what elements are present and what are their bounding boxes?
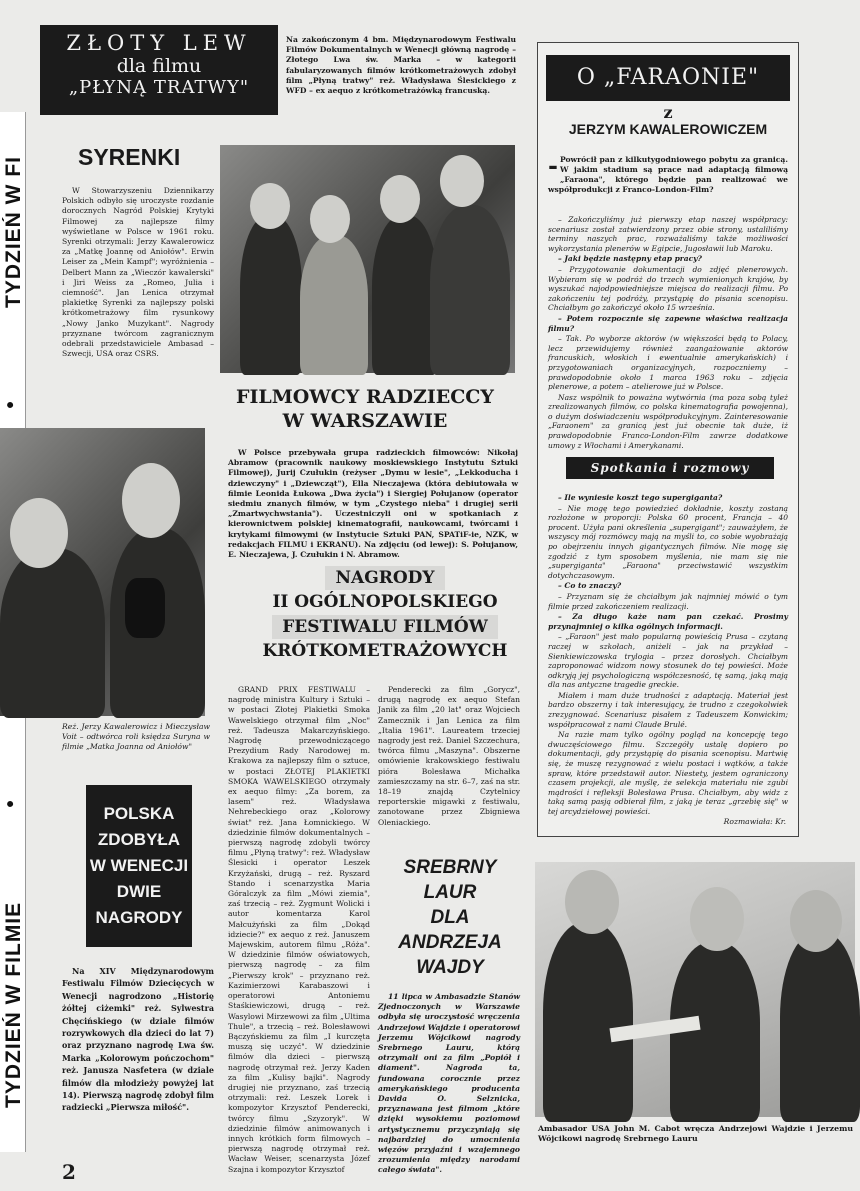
srebrny-body: 11 lipca w Ambasadzie Stanów Zjednoczonych w Warszawie odbyła się uroczystość wręczenia Andrzejowi Wajdzie i operatorowi Jerzemu Wójcikowi nagrody Srebrnego Lauru, którą otrzymali oni za film „Popiół i diament". Nagroda ta, fundowana corocznie przez amerykańskiego producenta Davida O. Selznicka, przyznawana jest filmom „które dzięki wysokiemu poziomowi artystycznemu przyczyniają się najbardziej do umocnienia więzów przyjaźni i wzajemnego zrozumienia między narodami całego świata".	[378, 992, 520, 1175]
faraon-signature: Rozmawiała: Kr.	[723, 817, 786, 826]
faraon-title-bar: O „FARAONIE"	[546, 55, 790, 101]
zloty-lew-body: Na zakończonym 4 bm. Międzynarodowym Festiwalu Filmów Dokumentalnych w Wenecji główną nagrodę – Złotego Lwa św. Marka – w kategorii fabularyzowanych filmów krótkometrażowych zdobył film „Płyną tratwy" reż. Władysława Ślesickiego z WFD – ex aequo z krótkometrażówką francuską.	[286, 35, 516, 96]
zloty-lew-header	[40, 25, 278, 115]
zloty-lew-film: „PŁYNĄ TRATWY"	[68, 77, 250, 98]
nagrody-title: NAGRODY II OGÓLNOPOLSKIEGO FESTIWALU FILMÓW KRÓTKOMETRAŻOWYCH	[262, 568, 508, 661]
faraon-qa2: – Ile wyniesie koszt tego supergiganta? – Nie mogę tego powiedzieć dokładnie, koszty zostaną rozłożone w proporcji: Polska 60 procent, Francja – 40 procent. Użyła pani określenia „supergigant"; zauważyłem, że wszyscy mój rozmówcy mają na myśli to, co sobie wyobrażają po obejrzeniu innych gigantycznych filmów. Nie mogę się zgodzić z tym sposobem myślenia, nie mam się nie „supergiganta" „Faraona" przeciwstawić wszystkim dotychczasowym. – Co to znaczy? – Przyznam się że chciałbym jak najmniej mówić o tym filmie przed zakończeniem realizacji. – Za długo każe nam pan czekać. Prosimy przynajmniej o kilka ogólnych informacji. – „Faraon" jest mało popularną powieścią Prusa – czytaną raczej w szkołach, aniżeli – jak na przykład – Sienkiewiczowska trylogia – przez dorosłych. Chciałbym zaproponować widzom nowy stosunek do tej powieści. Może odkryją jej psychologiczną współczesność, tę samą, jaką mają dla nas antyczne tragedie greckie. Miałem i mam duże trudności z adaptacją. Materiał jest bardzo obszerny i tak interesujący, że trudno z czegokolwiek zrezygnować. Scenariusz pisałem z Tadeuszem Konwickim; współpracował z nami Claude Brulé. Na razie mam tylko ogólny pogląd na koncepcję tego dwuczęściowego filmu. Szczegóły ustalę dopiero po dokumentacji, gdy przystąpię do pisania scenopisu. Martwię się, że muszę rezygnować z wielu postaci i wątków, a także spraw, które przedstawił autor. Niestety, jestem ograniczony czasem projekcji, ale myślę, że selekcja materiału nie zgubi mądrości i refleksji Bolesława Prusa. Chciałbym, aby widz z taką samą pasją odbierał film, z jaką je teraz „grzebię się" w tej arcydziełowej powieści.	[548, 493, 788, 816]
syrenki-title: SYRENKI	[78, 144, 181, 170]
faraon-box	[537, 42, 799, 837]
side-banner-text: TYDZIEŃ W FILMIE	[2, 901, 25, 1108]
srebrny-caption: Ambasador USA John M. Cabot wręcza Andrzejowi Wajdzie i Jerzemu Wójcikowi nagrodę Srebrnego Lauru	[538, 1124, 853, 1143]
srebrny-title: SREBRNY LAUR DLA ANDRZEJA WAJDY	[398, 857, 502, 978]
faraon-intro: - Powrócił pan z kilkutygodniowego pobytu za granicą. W jakim stadium są prace nad adaptacją filmową „Faraona", którego będzie pan realizować we współprodukcji z Franco-London-Film?	[548, 151, 788, 194]
side-banner-text: TYDZIEŃ W FI	[2, 156, 25, 309]
filmowcy-title: FILMOWCY RADZIECCY W WARSZAWIE	[235, 386, 494, 432]
spotkania-section-bar: Spotkania i rozmowy	[566, 457, 774, 479]
faraon-z: z	[663, 103, 673, 122]
filmowcy-photo	[220, 145, 515, 373]
srebrny-photo	[535, 862, 855, 1117]
nagrody-col2: Penderecki za film „Gorycz", drugą nagrodę ex aequo Stefan Janik za film „20 lat" oraz Wojciech Zamecznik i Jan Lenica za film „Italia 1961". Laureatem trzeciej nagrody jest reż. Daniel Szczechura, twórca filmu „Maszyna". Obszerne omówienie krakowskiego festiwalu pióra Bolesława Michałka zamieszczamy na str. 6–7, zaś na str. 18–19 znajdą Czytelnicy reporterskie migawki z festiwalu, zanotowane przez Zbigniewa Oleniackiego.	[378, 685, 520, 827]
syrenki-body: W Stowarzyszeniu Dziennikarzy Polskich odbyło się uroczyste rozdanie dorocznych Nagród Polskiej Krytyki Filmowej za najlepsze filmy wyświetlane w Polsce w 1961 roku. Syrenki otrzymali: Jerzy Kawalerowicz za „Matkę Joannę od Aniołów". Erwin Leiser za „Mein Kampf"; wyróżnienia – Delbert Mann za „Wieczór kawalerski" i Jiri Weiss za „Romeo, Julia i ciemność". Jan Lenica otrzymał plakietkę Syrenki za najlepszy polski krótkometrażowy film rysunkowy „Nowy Janko Muzykant". Nagrody przyznane twórcom zagranicznym odebrali przedstawiciele Ambasad – Szwecji, USA oraz CSRS.	[62, 186, 214, 359]
faraon-subtitle: JERZYM KAWALEROWICZEM	[568, 121, 768, 137]
page-number: 2	[62, 1160, 76, 1184]
side-banner: TYDZIEŃ W FILMIE ● ● TYDZIEŃ W FI	[0, 112, 26, 1152]
nagrody-col1: GRAND PRIX FESTIWALU – nagrodę ministra Kultury i Sztuki – w postaci Złotej Plakietki Smoka Wawelskiego otrzymał film „Noc" reż. Tadeusza Makarczyńskiego. Nagrodę przewodniczącego Prezydium Rady Narodowej m. Krakowa za najlepszy film o sztuce, w postaci ZŁOTEJ PLAKIETKI SMOKA WAWELSKIEGO otrzymały ex aequo filmy: „Za borem, za lasem" reż. Władysława Nehrebeckiego oraz „Kolorowy świat" reż. Jana Łomnickiego. W dziedzinie filmów dokumentalnych – pierwszą nagrodę zdobyli twórcy filmu „Płyną tratwy": reż. Władysław Ślesicki i operator Leszek Krzyżański, drugą – reż. Ryszard Stando i scenarzystka Maria Góralczyk za film „Mówi ziemia", zaś trzecią – reż. Zygmunt Wolicki i autor komentarza Karol Małcużyński za film „Dokąd idziecie?" ex aequo z reż. Januszem Majewskim, autorem filmu „Róża". W dziedzinie filmów oświatowych, pierwszą nagrodę – za film „Pierwszy krok" – przyznano reż. Kazimierzowi Karabaszowi i operatorowi Antoniemu Staśkiewiczowi, drugą – reż. Wasylowi Mirzewowi za film „Ultima Thule", a trzecią – reż. Bolesławowi Bączyńskiemu za film „I kurczęta muszą się uczyć". W dziedzinie filmów dla dzieci – pierwszą nagrodę otrzymał reż. Jerzy Kaden za film „Kulisy bajki". Nagrody drugiej nie przyznano, zaś trzecią otrzymali: reż. Leszek Lorek i kompozytor Krzysztof Penderecki, twórcy filmu „Szyzoryk". W dziedzinie filmów animowanych i innych krótkich form filmowych – pierwszą nagrodę otrzymał reż. Wacław Weiser, scenarzysta Józef Szajna i kompozytor Krzysztof	[228, 685, 370, 1174]
filmowcy-body: W Polsce przebywała grupa radzieckich filmowców: Nikołaj Abramow (pracownik naukowy moskiewskiego Instytutu Sztuki Filmowej), Jurij Czułukin (reżyser „Dymu w lesie", „Lekkoducha i dziewczyny" i „Dziewcząt"), Ella Nieczajewa (która debiutowała w filmie Leonida Łukowa „Dwa życia") i Siergiej Połujanow (operator siedmiu znanych filmów, w tym „Czystego nieba" i drugiej serii „Zmartwychwstania"). Uczestniczyli oni w spotkaniach z kierownictwem polskiej kinematografii, naukowcami, twórcami i krytykami filmowymi (w Instytucie Sztuki PAN, SPATiF-ie, NZK, w redakcjach FILMU i EKRANU). Na zdjęciu (od lewej): S. Połujanow, E. Nieczajewa, J. Czułukin i N. Abramow.	[228, 448, 518, 560]
kawalerowicz-caption: Reż. Jerzy Kawalerowicz i Mieczysław Voit – odtwórca roli księdza Suryna w filmie „Matka Joanna od Aniołów"	[62, 722, 210, 752]
faraon-qa: – Zakończyliśmy już pierwszy etap naszej współpracy: scenariusz został zatwierdzony przez obie strony, ustaliliśmy terminy naszych prac, rozważaliśmy także możliwości wykorzystania plenerów w Egipcie, Jugosławii lub Maroku. – Jaki będzie następny etap pracy? – Przygotowanie dokumentacji do zdjęć plenerowych. Wybieram się w podróż do trzech wymienionych krajów, by wyszukać najodpowiedniejsze miejsca do realizacji filmu. Po zakończeniu tej podróży, przystąpię do pisania scenopisu. Chciałbym go zakończyć około 15 września. – Potem rozpocznie się zapewne właściwa realizacja filmu? – Tak. Po wyborze aktorów (w większości będą to Polacy, lecz przewidujemy również zaangażowanie aktorów francuskich, włoskich i ewentualnie amerykańskich) i przygotowaniach organizacyjnych, rozpoczniemy – prawdopodobnie około 1 marca 1963 roku – zdjęcia plenerowe, a potem – atelierowe już w Polsce. Nasz wspólnik to poważna wytwórnia (ma poza sobą tyleż zrealizowanych filmów, co polska kinematografia powojenna), o dużym doświadczeniu współprodukcyjnym. Zainteresowanie „Faraonem" za granicą jest już obecnie tak duże, iż prawdopodobnie Franco-London-Film zawrze dodatkowe umowy z Włochami i Amerykanami.	[548, 215, 788, 450]
zloty-lew-title: ZŁOTY LEW	[66, 31, 252, 55]
zloty-lew-subtitle: dla filmu	[116, 55, 202, 77]
kawalerowicz-photo	[0, 428, 205, 716]
polska-box: POLSKA ZDOBYŁA W WENECJI DWIE NAGRODY	[86, 785, 192, 947]
polska-body: Na XIV Międzynarodowym Festiwalu Filmów Dziecięcych w Wenecji nagrodzono „Historię żółtej ciżemki" reż. Sylwestra Chęcińskiego (w dziale filmów rozrywkowych dla dzieci do lat 7) oraz przyznano nagrodę Lwa św. Marka „Kolorowym pończochom" reż. Janusza Nasfetera (w dziale filmów dla młodzieży powyżej lat 14). Pierwszą nagrodę zdobył film radziecki „Pierwsza miłość".	[62, 966, 214, 1113]
